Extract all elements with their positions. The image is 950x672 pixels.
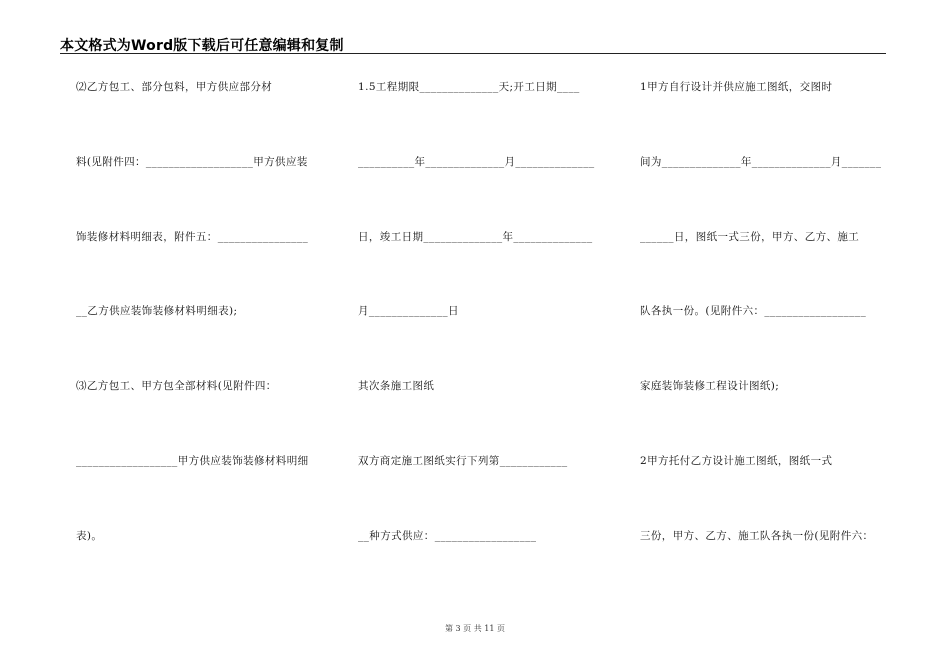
text-line: ⑵乙方包工、部分包料，甲方供应部分材: [76, 81, 273, 93]
text-line: 双方商定施工图纸实行下列第____________: [358, 455, 568, 467]
text-line: 表)。: [76, 530, 103, 542]
text-line: 三份，甲方、乙方、施工队各执一份(见附件六：: [640, 530, 874, 542]
text-line: 饰装修材料明细表，附件五：________________: [76, 231, 309, 243]
text-line: __________年______________月______________: [358, 156, 595, 168]
text-line: __种方式供应：__________________: [358, 530, 537, 542]
text-line: 间为______________年______________月_______: [640, 156, 882, 168]
text-line: 家庭装饰装修工程设计图纸);: [640, 380, 780, 392]
section-heading: 其次条施工图纸: [358, 380, 435, 392]
text-line: ⑶乙方包工、甲方包全部材料(见附件四：: [76, 380, 277, 392]
text-line: 2甲方托付乙方设计施工图纸，图纸一式: [640, 455, 833, 467]
text-line: 1.5工程期限______________天;开工日期____: [358, 81, 580, 93]
text-line: 日，竣工日期______________年______________: [358, 231, 593, 243]
text-line: __________________甲方供应装饰装修材料明细: [76, 455, 309, 467]
header-title: 本文格式为Word版下载后可任意编辑和复制: [60, 38, 344, 54]
page-number-footer: 第 3 页 共 11 页: [445, 624, 505, 633]
text-line: 队各执一份。(见附件六：__________________: [640, 305, 867, 317]
text-line: ______日，图纸一式三份，甲方、乙方、施工: [640, 231, 860, 243]
text-line: 月______________日: [358, 305, 459, 317]
text-line: 1甲方自行设计并供应施工图纸，交图时: [640, 81, 833, 93]
page-header: [60, 33, 886, 54]
text-line: __乙方供应装饰装修材料明细表);: [76, 305, 238, 317]
text-line: 料(见附件四：___________________甲方供应装: [76, 156, 308, 168]
